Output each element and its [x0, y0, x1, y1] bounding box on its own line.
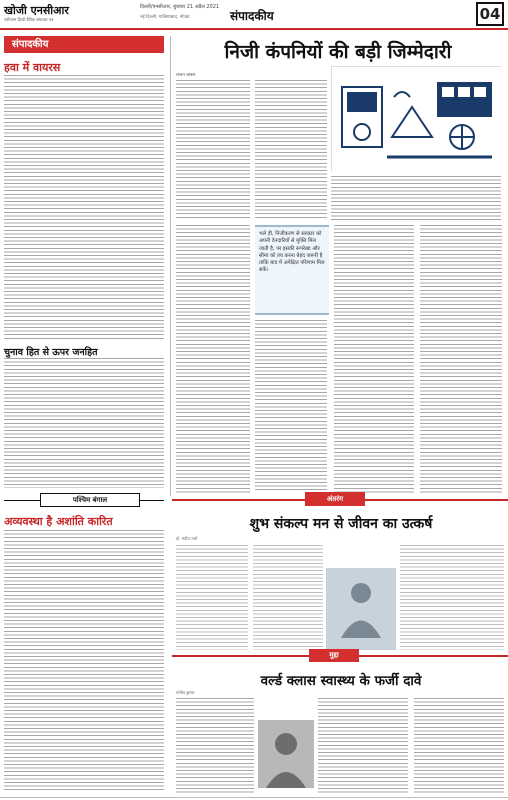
- brand-tagline: नवीनतम हिन्दी दैनिक समाचार पत्र: [4, 17, 54, 22]
- footer-rule: [0, 797, 508, 798]
- antaran-body-col4: [400, 545, 504, 650]
- masthead: [0, 0, 508, 30]
- hawa-body-text: [4, 75, 164, 340]
- chunav-body-text: [4, 358, 164, 488]
- edition-line: नई दिल्ली, गाजियाबाद, नोएडा: [140, 15, 190, 20]
- antaran-headline: शुभ संकल्प मन से जीवन का उत्कर्ष: [249, 516, 433, 532]
- editorial-tag: संपादकीय: [4, 36, 164, 53]
- lead-illustration: [331, 66, 501, 171]
- lead-body-col1a: [176, 80, 250, 220]
- antaran-body-col1: [176, 545, 248, 650]
- mudda-byline: संजीव कुमार: [176, 690, 195, 695]
- pull-quote: भले ही, निजीकरण से सरकार को अपनी देनदारियों से मुक्ति मिल जाती है, पर इसकी रूपरेखा और सीमा को तय करना बेहद जरूरी है ताकि बाद में अपेक्षित परिणाम मिल सकें।: [255, 225, 329, 315]
- lead-body-col2b: [255, 320, 327, 493]
- page-number: 04: [476, 2, 504, 26]
- section-title: संपादकीय: [230, 9, 274, 23]
- antaran-tag: अंतरंग: [305, 492, 365, 506]
- chunav-headline: चुनाव हित से ऊपर जनहित: [4, 347, 98, 358]
- lead-body-col3: [334, 225, 414, 493]
- ashanti-body-text: [4, 530, 164, 792]
- ashanti-headline: अव्यवस्था है अशांति कारित: [4, 515, 113, 528]
- mudda-portrait: [258, 720, 314, 788]
- newspaper-brand: खोजी एनसीआर: [4, 4, 69, 17]
- author-photo: [258, 720, 314, 788]
- mudda-tag: मुद्दा: [309, 649, 359, 662]
- lead-body-col1b: [176, 225, 250, 493]
- mudda-headline: वर्ल्ड क्लास स्वास्थ्य के फर्जी दावे: [260, 673, 422, 689]
- lead-body-wide: [331, 176, 501, 220]
- antaran-portrait: [326, 568, 396, 650]
- antaran-body-col2: [253, 545, 323, 650]
- column-divider: [170, 36, 171, 496]
- mudda-body-col2: [318, 698, 408, 793]
- lead-headline: निजी कंपनियों की बड़ी जिम्मेदारी: [224, 41, 452, 63]
- dateline: दिल्ली/एनसीआर, बुधवार 21 अप्रैल 2021: [140, 4, 220, 10]
- antaran-byline: डॉ. संदीप शर्मा: [176, 536, 198, 541]
- hawa-headline: हवा में वायरस: [4, 61, 61, 74]
- lead-body-col2a: [255, 80, 327, 220]
- mudda-body-col1: [176, 698, 254, 793]
- paschim-bengal-tag: पश्चिम बंगाल: [40, 493, 140, 507]
- industry-robot-illustration: [332, 67, 502, 172]
- meditation-figure-illustration: [326, 568, 396, 650]
- lead-byline: राजन बाबरा: [176, 73, 196, 78]
- lead-body-col4: [420, 225, 502, 493]
- mudda-body-col3: [414, 698, 504, 793]
